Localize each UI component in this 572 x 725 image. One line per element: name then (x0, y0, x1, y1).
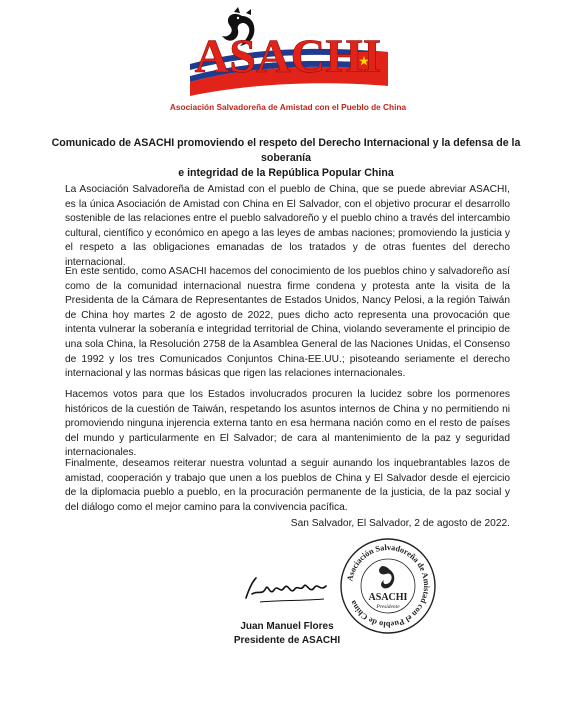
seal-center-sub: Presidente (376, 604, 400, 610)
handwritten-signature (240, 572, 332, 608)
seal-dragon-icon (379, 566, 394, 588)
seal-center-text: ASACHI (368, 592, 408, 603)
official-seal (338, 536, 438, 636)
signer-block (232, 620, 342, 647)
logo-subtitle: Asociación Salvadoreña de Amistad con el Pueblo de China (169, 102, 407, 112)
paragraph-3: Hacemos votos para que los Estados involucrados procuren la lucidez sobre los pormenores históricos de la cuestión de Taiwán, respetando los asuntos internos de China y no permitiendo ni promoviendo ninguna injerencia externa tanto en esa hermana nación como en el resto de países del mundo y particularmente en El Salvador; de cara al mantenimiento de la paz y seguridad internacionales. (65, 389, 510, 459)
paragraph-1: La Asociación Salvadoreña de Amistad con el pueblo de China, que se puede abreviar ASACHI, es la única Asociación de Amistad con China en El Salvador, con el objetivo procurar el desarrollo sostenible de las relaciones entre el pueblo salvadoreño y el pueblo chino a través del intercambio cultural, científico y económico en apego a las leyes de ambas naciones; promoviendo la justicia y el respeto a las obligaciones emanadas de los tratados y de otras fuentes del derecho internacional. (65, 184, 510, 268)
signer-role: Presidente de ASACHI (233, 634, 341, 646)
dateline: San Salvador, El Salvador, 2 de agosto de 2022. (290, 518, 510, 529)
paragraph-2: En este sentido, como ASACHI hacemos del conocimiento de los pueblos chino y salvadoreño así como de la comunidad internacional nuestra firme condena y protesta ante la visita de la Presidenta de la Cámara de Representantes de Estados Unidos, Nancy Pelosi, a la región Taiwán de China hoy martes 2 de agosto de 2022, pues dicho acto representa una provocación que intenta vulnerar la soberanía e integridad territorial de China, violando severamente el principio de una sola China, la Resolución 2758 de la Asamblea General de las Naciones Unidas, el Consenso de 1992 y los tres Comunicados Conjuntos China-EE.UU.; pisoteando seriamente el derecho internacional y las normas básicas que rigen las relaciones internacionales. (65, 266, 510, 380)
document-title (50, 136, 522, 181)
logo-text: ASACHI (194, 30, 382, 83)
paragraph-4: Finalmente, deseamos reiterar nuestra voluntad a seguir aunando los inquebrantables lazos de amistad, cooperación y trabajo que unen a los pueblos de China y El Salvador desde el ejercicio de la diplomacia pueblo a pueblo, en la procuración permanente de la justicia, de la paz social y del diálogo como el mejor camino para la convivencia pacífica. (65, 458, 510, 513)
title-line-2: e integridad de la República Popular China (178, 167, 394, 179)
signer-name: Juan Manuel Flores (240, 621, 334, 632)
title-line-1: Comunicado de ASACHI promoviendo el respeto del Derecho Internacional y la defensa de la soberanía (51, 137, 521, 164)
asachi-logo (168, 6, 408, 116)
seal-ring-text: Asociación Salvadoreña de Amistad con el Pueblo de China (345, 542, 432, 630)
